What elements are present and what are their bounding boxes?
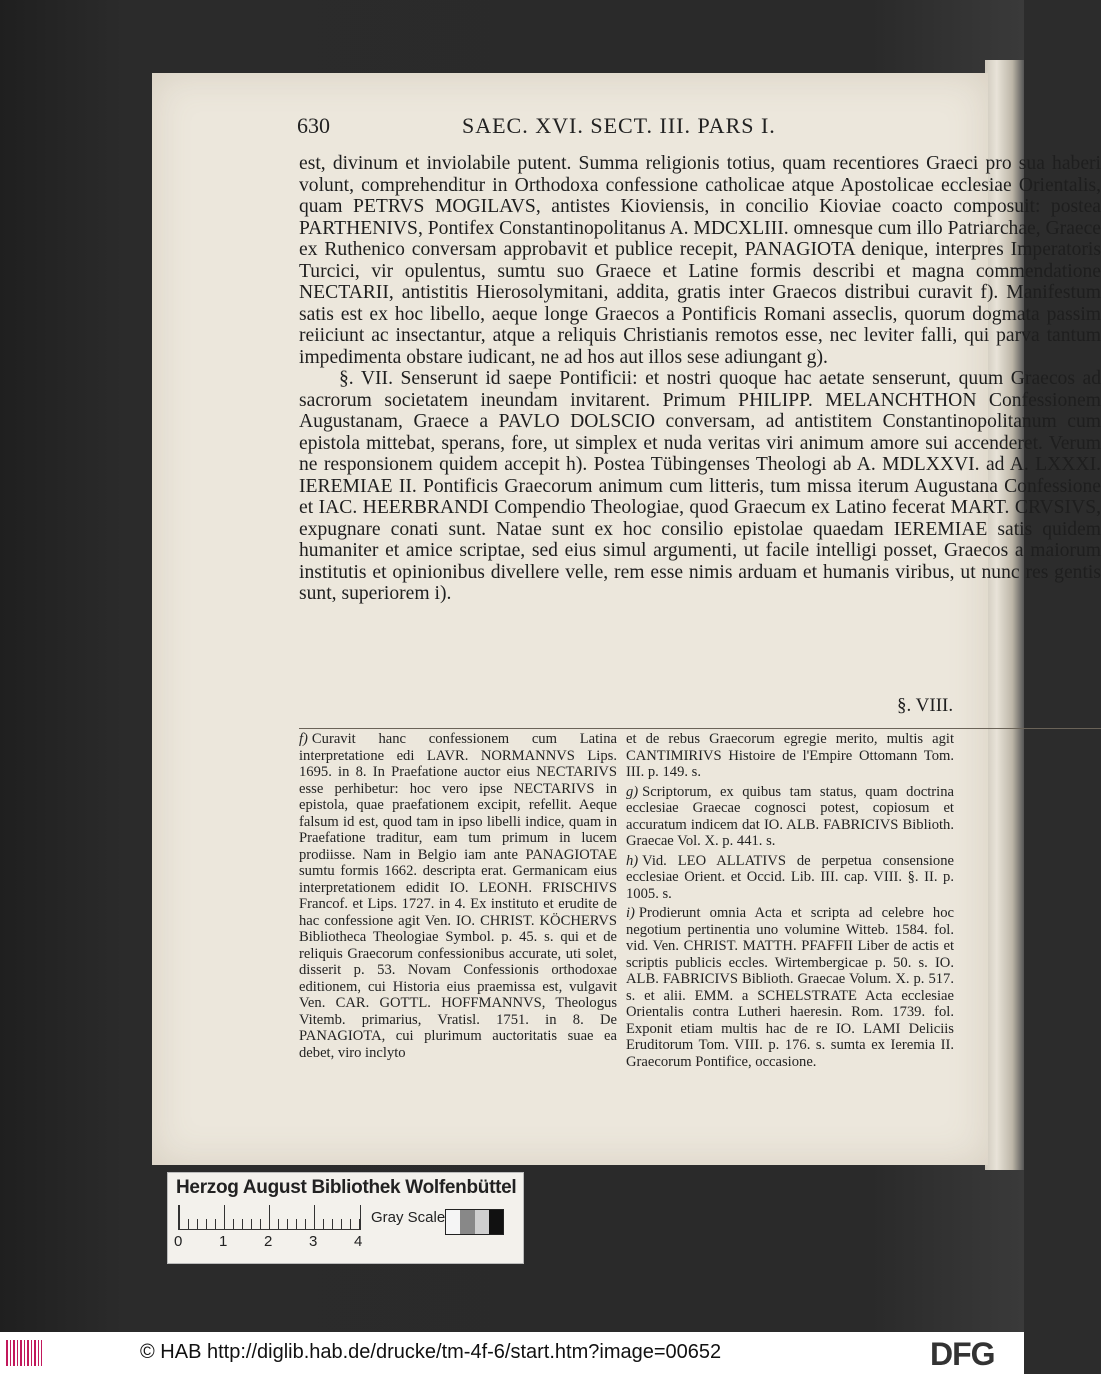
footnote-i [626,905,954,1070]
main-text [299,153,1101,605]
footnote-label: h) [626,852,639,869]
barcode-icon [6,1340,42,1366]
scale-label-0: 0 [174,1233,183,1250]
footnote-label: f) [299,731,308,747]
catchword: §. VIII. [897,695,954,716]
footnote-g [626,784,954,850]
dfg-logo: DFG [930,1336,995,1372]
book-page [152,73,1101,1165]
copyright-url[interactable]: © HAB http://diglib.hab.de/drucke/tm-4f-6/start.htm?image=00652 [140,1341,722,1363]
footnote-h [626,853,954,903]
gray-swatch [460,1210,474,1234]
footnote-text: Vid. LEO ALLATIVS de perpetua consensione ecclesiae Orient. et Occid. Lib. III. cap. VIII. §. II. p. 1005. s. [626,852,954,902]
footnote-label: i) [626,905,635,921]
scale-labels [174,1233,364,1253]
library-color-card [167,1172,524,1264]
paragraph-2: §. VII. Senserunt id saepe Pontificii: et nostri quoque hac aetate senserunt, quum Graecos ad sacrorum societatem ineundam invitarent. Primum PHILIPP. MELANCHTHON Confessionem Augustanam, Graece a PAVLO DOLSCIO conversam, ad antistitem Constantinopolitanum cum epistola mittebat, sperans, fore, ut simplex et nuda veritas viri animum amore sui accenderet. Verum ne responsionem quidem accepit h). Postea Tübingenses Theologi ab A. MDLXXVI. ad A. LXXXI. IEREMIAE II. Pontificis Graecorum animum cum litteris, tum missa iterum Augustana Confessione et IAC. HEERBRANDI Compendio Theologiae, quod Graecum ex Latino fecerat MART. CRVSIVS, expugnare conati sunt. Natae sunt ex hoc consilio epistolae quaedam IEREMIAE satis quidem humaniter et amice scriptae, sed eius simul argumenti, ut facile intelligi posset, Graecos a maiorum institutis et opinionibus divellere velle, rem esse nimis arduam et humanis viribus, ut nunc res gentis sunt, superiorem i). [299,368,1101,604]
footnotes-right-column [626,731,954,1073]
footnote-f [299,731,617,1061]
footnote-label: g) [626,783,639,800]
viewer-footer [0,1332,1024,1374]
gray-scale-swatches [445,1209,504,1235]
scale-label-3: 3 [309,1233,318,1250]
footnote-text: Scriptorum, ex quibus tam status, quam doctrina ecclesiae Graecae cognosci potest, copiosum et accuratum indicem dat IO. ALB. FABRICIVS Biblioth. Graecae Vol. X. p. 441. s. [626,783,954,849]
scale-label-1: 1 [219,1233,228,1250]
gray-swatch [475,1210,489,1234]
footnote-f-continued: et de rebus Graecorum egregie merito, multis agit CANTIMIRIVS Histoire de l'Empire Ottomann Tom. III. p. 149. s. [626,731,954,780]
paragraph-1: est, divinum et inviolabile putent. Summa religionis totius, quam recentiores Graeci pro sua haberi volunt, comprehenditur in Orthodoxa confessione catholicae atque Apostolicae ecclesiae Orientalis, quam PETRVS MOGILAVS, antistes Kioviensis, in concilio Kioviae coacto composuit: postea PARTHENIVS, Pontifex Constantinopolitanus A. MDCXLIII. omnesque cum illo Patriarchae, Graece ex Ruthenico conversam approbavit et publice recepit, PANAGIOTA denique, interpres Imperatoris Turcici, vir opulentus, sumtu suo Graece et Latine formis describi et magna commendatione NECTARII, antistitis Hierosolymitani, addita, gratis inter Graecos distribui curavit f). Manifestum satis est ex hoc libello, aeque longe Graecos a Pontificis Romani asseclis, quorum dogmata passim reiiciunt ac insectantur, atque a reliquis Christianis remotos esse, nec leviter falli, qui parva tantum impedimenta obstare iudicant, ne ad hos aut illos sese adiungant g). [299,153,1101,368]
scale-label-4: 4 [354,1233,363,1250]
page-number: 630 [297,113,330,138]
running-head: SAEC. XVI. SECT. III. PARS I. [462,113,776,138]
footnote-text: Curavit hanc confessionem cum Latina interpretatione edi LAVR. NORMANNVS Lips. 1695. in 8. In Praefatione auctor eius NECTARIVS esse perhibetur: hoc vero ipse NECTARIVS in epistola, quae praefationem excipit, refellit. Aeque falsum id est, quod tam in ipso libelli indice, quam in Praefatione traditur, eam tum primum in lucem prodiisse. Nam in Belgio iam ante PANAGIOTAE sumtu formis 1662. descripta erat. Germanicam eius interpretationem edidit IO. LEONH. FRISCHIVS Francof. et Lips. 1727. in 4. Ex instituto et erudite de hac confessione agit Ven. IO. CHRIST. KÖCHERVS Bibliotheca Theologiae Symbol. p. 45. s. qui et de reliquis Graecorum confessionibus accurate, uti solet, disserit p. 53. Novam Confessionis orthodoxae editionem, cui Historia eius praemissa est, vulgavit Ven. CAR. GOTTL. HOFFMANNVS, Theologus Vitemb. primarius, Vratisl. 1751. in 8. De PANAGIOTA, cui plurimum auctoritatis suae ea debet, viro inclyto [299,731,617,1061]
page-header [297,113,957,143]
gray-swatch [446,1210,460,1234]
footnote-text: Prodierunt omnia Acta et scripta ad celebre hoc negotium pertinentia uno volumine Witteb. 1584. fol. vid. Ven. CHRIST. MATTH. PFAFFII Liber de actis et scriptis publicis eccles. Wirtembergicae p. 50. s. IO. ALB. FABRICIVS Biblioth. Graecae Volum. X. p. 517. s. et alii. EMM. a SCHELSTRATE Acta ecclesiae Orientalis contra Lutheri haeresin. Rom. 1739. fol. Exponit etiam multis hac de re IO. LAMI Deliciis Eruditorum Tom. VIII. p. 176. s. sumta ex Ieremia II. Graecorum Pontifice, occasione. [626,905,954,1070]
scale-label-2: 2 [264,1233,273,1250]
gray-swatch [489,1210,503,1234]
library-name: Herzog August Bibliothek Wolfenbüttel [176,1177,517,1198]
gray-scale-label: Gray Scale [371,1209,446,1226]
measurement-scale [178,1205,361,1230]
footnote-rule [299,728,1101,729]
footnotes-left-column [299,731,617,1064]
